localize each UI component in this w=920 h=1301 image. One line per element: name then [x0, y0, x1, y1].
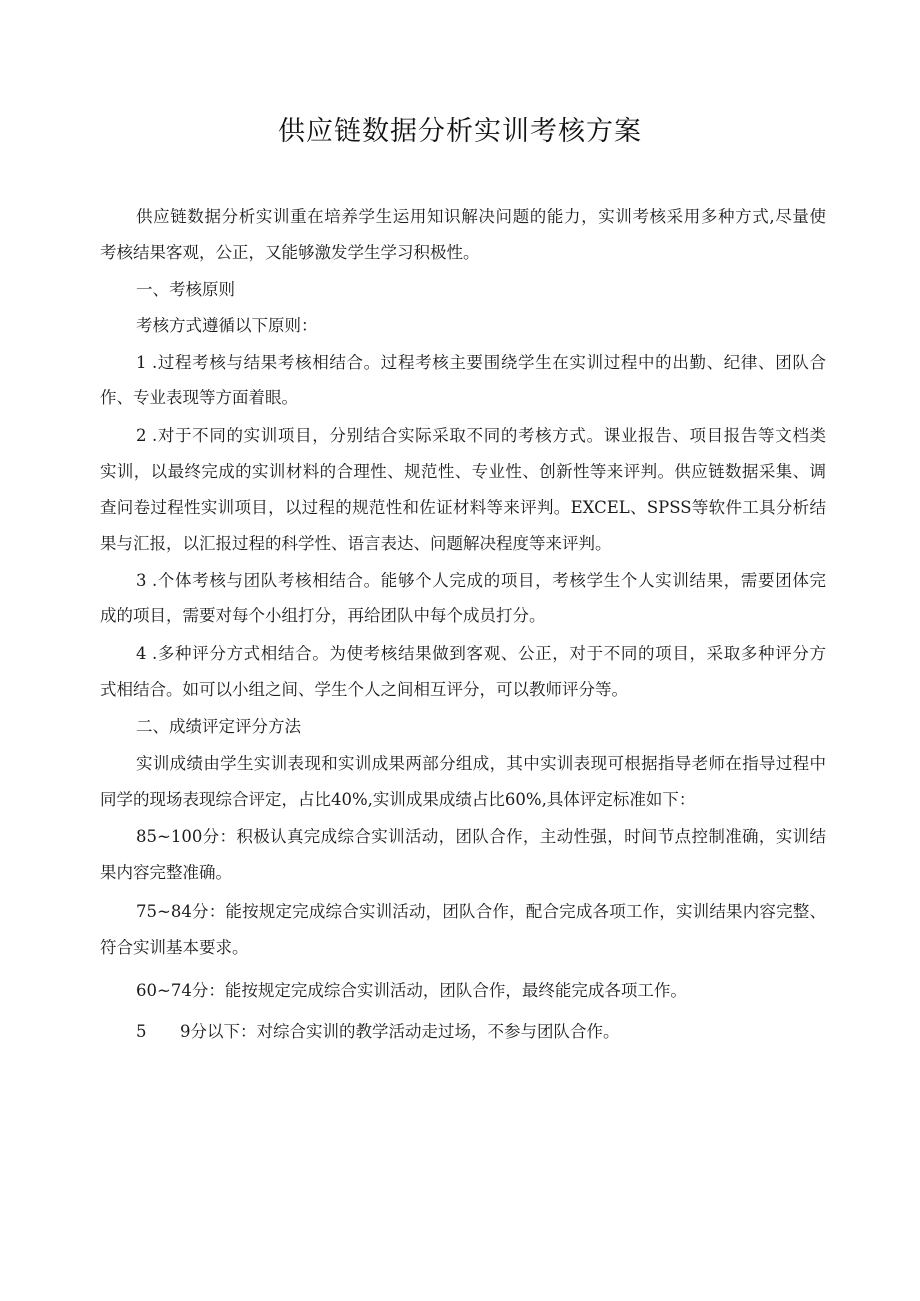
principle-2-line-3: 查问卷过程性实训项目，以过程的规范性和佐证材料等来评判。EXCEL、SPSS等软件工具分析结 — [100, 498, 826, 517]
principle-2-text: .对于不同的实训项目，分别结合实际采取不同的考核方式。课业报告、项目报告等文档类 — [152, 426, 826, 445]
grade-below-59-prefix: 5 — [136, 1022, 147, 1041]
principle-4-line-1 — [136, 642, 826, 666]
principle-4-number: 4 — [136, 644, 147, 663]
grade-below-59-text: 9分以下：对综合实训的教学活动走过场，不参与团队合作。 — [180, 1022, 620, 1041]
grade-75-84-line-1: 75~84分：能按规定完成综合实训活动，团队合作，配合完成各项工作，实训结果内容完整、 — [136, 902, 826, 921]
document-title: 供应链数据分析实训考核方案 — [278, 116, 642, 147]
intro-line-1: 供应链数据分析实训重在培养学生运用知识解决问题的能力，实训考核采用多种方式,尽量使 — [136, 207, 826, 226]
grade-85-100-line-1: 85~100分：积极认真完成综合实训活动，团队合作，主动性强，时间节点控制准确，实训结 — [136, 827, 826, 846]
section-1-heading: 一、考核原则 — [136, 280, 235, 299]
principle-4-text: .多种评分方式相结合。为使考核结果做到客观、公正，对于不同的项目，采取多种评分方 — [152, 644, 826, 663]
section-1-lead: 考核方式遵循以下原则： — [136, 316, 318, 335]
section-2-intro-line-2: 同学的现场表现综合评定，占比40%,实训成果成绩占比60%,具体评定标准如下： — [100, 790, 696, 809]
intro-line-2: 考核结果客观，公正，又能够激发学生学习积极性。 — [100, 243, 480, 262]
principle-1-line-2: 作、专业表现等方面着眼。 — [100, 388, 298, 407]
principle-2-number: 2 — [136, 426, 147, 445]
principle-3-number: 3 — [136, 571, 147, 590]
principle-4-line-2: 式相结合。如可以小组之间、学生个人之间相互评分，可以教师评分等。 — [100, 680, 628, 699]
principle-2-line-1 — [136, 424, 826, 448]
principle-2-line-2: 实训，以最终完成的实训材料的合理性、规范性、专业性、创新性等来评判。供应链数据采集、调 — [100, 462, 826, 481]
principle-2-line-4: 果与汇报，以汇报过程的科学性、语言表达、问题解决程度等来评判。 — [100, 534, 612, 553]
principle-1-number: 1 — [136, 353, 147, 372]
principle-1-text: .过程考核与结果考核相结合。过程考核主要围绕学生在实训过程中的出勤、纪律、团队合 — [152, 353, 826, 372]
principle-3-text: .个体考核与团队考核相结合。能够个人完成的项目，考核学生个人实训结果，需要团体完 — [152, 571, 826, 590]
principle-1-line-1 — [136, 351, 826, 375]
section-2-heading: 二、成绩评定评分方法 — [136, 717, 301, 736]
grade-85-100-line-2: 果内容完整准确。 — [100, 863, 232, 882]
principle-3-line-2: 成的项目，需要对每个小组打分，再给团队中每个成员打分。 — [100, 606, 546, 625]
grade-60-74-line: 60~74分：能按规定完成综合实训活动，团队合作，最终能完成各项工作。 — [136, 981, 687, 1000]
principle-3-line-1 — [136, 569, 826, 593]
grade-75-84-line-2: 符合实训基本要求。 — [100, 938, 249, 957]
section-2-intro-line-1: 实训成绩由学生实训表现和实训成果两部分组成，其中实训表现可根据指导老师在指导过程中 — [136, 754, 826, 773]
